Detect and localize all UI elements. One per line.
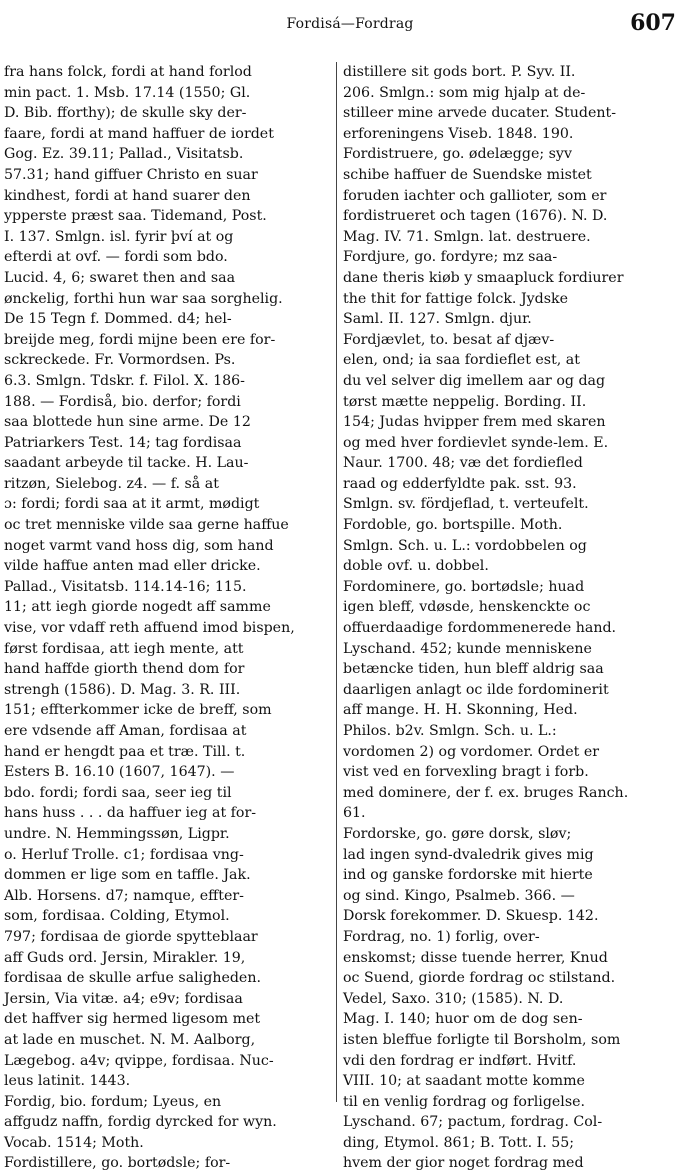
text-line: vilde haffue anten mad eller dricke. xyxy=(4,558,261,575)
text-line: Fordorske, go. gøre dorsk, sløv; xyxy=(343,825,572,842)
text-line: som, fordisaa. Colding, Etymol. xyxy=(4,908,230,925)
left-column xyxy=(4,62,330,1172)
text-line: ding, Etymol. 861; B. Tott. I. 55; xyxy=(343,1134,575,1151)
text-line: Gog. Ez. 39.11; Pallad., Visitatsb. xyxy=(4,146,244,163)
text-line: ind og ganske fordorske mit hierte xyxy=(343,867,593,884)
text-line: Dorsk forekommer. D. Skuesp. 142. xyxy=(343,908,599,925)
text-line: undre. N. Hemmingssøn, Ligpr. xyxy=(4,825,230,842)
text-line: affgudz naffn, fordig dyrcked for wyn. xyxy=(4,1114,277,1131)
text-line: du vel selver dig imellem aar og dag xyxy=(343,372,606,389)
text-line: oc Suend, giorde fordrag oc stilstand. xyxy=(343,970,616,987)
text-line: schibe haffuer de Suendske mistet xyxy=(343,166,592,183)
text-line: Mag. I. 140; huor om de dog sen- xyxy=(343,1011,583,1028)
text-line: Lyschand. 452; kunde menniskene xyxy=(343,640,592,657)
text-line: lad ingen synd-dvaledrik gives mig xyxy=(343,846,594,863)
text-line: I. 137. Smlgn. isl. fyrir því at og xyxy=(4,228,234,245)
text-line: Lægebog. a4v; qvippe, fordisaa. Nuc- xyxy=(4,1052,274,1069)
text-line: Fordominere, go. bortødsle; huad xyxy=(343,578,585,595)
text-line: stilleer mine arvede ducater. Student- xyxy=(343,105,616,122)
text-line: fordistrueret och tagen (1676). N. D. xyxy=(343,208,608,225)
text-line: Philos. b2v. Smlgn. Sch. u. L.: xyxy=(343,723,557,739)
text-line: Fordoble, go. bortspille. Moth. xyxy=(343,517,563,534)
column-divider xyxy=(336,62,337,1102)
text-line: Fordjævlet, to. besat af djæv- xyxy=(343,331,555,348)
text-line: Mag. IV. 71. Smlgn. lat. destruere. xyxy=(343,228,591,245)
text-line: Pallad., Visitatsb. 114.14-16; 115. xyxy=(4,578,247,595)
running-head: Fordisá—Fordrag xyxy=(286,16,414,32)
text-line: sckreckede. Fr. Vormordsen. Ps. xyxy=(4,352,236,369)
text-line: o. Herluf Trolle. c1; fordisaa vng- xyxy=(4,846,244,863)
text-line: erforeningens Viseb. 1848. 190. xyxy=(343,125,574,142)
text-line: strengh (1586). D. Mag. 3. R. III. xyxy=(4,681,241,698)
text-line: hvem der gior noget fordrag med xyxy=(343,1155,584,1172)
text-line: hand haffde giorth thend dom for xyxy=(4,661,245,678)
text-line: ere vdsende aff Aman, fordisaa at xyxy=(4,723,247,739)
text-line: faare, fordi at mand haffuer de iordet xyxy=(4,125,274,142)
text-line: Patriarkers Test. 14; tag fordisaa xyxy=(4,434,242,451)
text-line: Fordig, bio. fordum; Lyeus, en xyxy=(4,1093,222,1110)
text-line: Lyschand. 67; pactum, fordrag. Col- xyxy=(343,1114,603,1131)
text-line: 6.3. Smlgn. Tdskr. f. Filol. X. 186- xyxy=(4,372,245,389)
text-line: Naur. 1700. 48; væ det fordiefled xyxy=(343,455,583,472)
text-line: Jersin, Via vitæ. a4; e9v; fordisaa xyxy=(4,990,243,1007)
text-line: Esters B. 16.10 (1607, 1647). — xyxy=(4,764,235,781)
text-line: ønckelig, forthi hun war saa sorghelig. xyxy=(4,290,283,307)
text-line: foruden iachter och gallioter, som er xyxy=(343,187,607,204)
text-line: 11; att iegh giorde nogedt aff samme xyxy=(4,599,271,616)
text-line: Fordistruere, go. ødelægge; syv xyxy=(343,146,572,163)
text-line: ɔ: fordi; fordi saa at it armt, mødigt xyxy=(4,496,260,513)
text-line: D. Bib. fforthy); de skulle sky der- xyxy=(4,105,247,122)
text-line: enskomst; disse tuende herrer, Knud xyxy=(343,949,608,966)
text-line: Vedel, Saxo. 310; (1585). N. D. xyxy=(343,990,564,1007)
text-line: dane theris kiøb y smaapluck fordiurer xyxy=(343,269,624,286)
text-line: 188. — Fordiså, bio. derfor; fordi xyxy=(4,393,241,410)
text-line: med dominere, der f. ex. bruges Ranch. xyxy=(343,784,629,801)
text-line: kindhest, fordi at hand suarer den xyxy=(4,187,251,204)
text-line: VIII. 10; at saadant motte komme xyxy=(343,1073,585,1090)
text-line: aff Guds ord. Jersin, Mirakler. 19, xyxy=(4,949,246,966)
text-line: 57.31; hand giffuer Christo en suar xyxy=(4,166,258,183)
text-line: Fordistillere, go. bortødsle; for- xyxy=(4,1155,231,1172)
text-line: Fordjure, go. fordyre; mz saa- xyxy=(343,249,558,266)
text-line: tørst mætte neppelig. Bording. II. xyxy=(343,393,587,410)
text-line: vise, vor vdaff reth affuend imod bispen, xyxy=(4,620,295,637)
text-line: vist ved en forvexling bragt i forb. xyxy=(343,764,589,781)
text-line: igen bleff, vdøsde, henskenckte oc xyxy=(343,599,591,616)
text-line: 61. xyxy=(343,805,366,822)
text-line: distillere sit gods bort. P. Syv. II. xyxy=(343,64,576,80)
text-line: dommen er lige som en taffle. Jak. xyxy=(4,867,251,884)
text-line: De 15 Tegn f. Dommed. d4; hel- xyxy=(4,311,232,328)
text-line: breijde meg, fordi mijne been ere for- xyxy=(4,331,276,348)
text-line: raad og edderfyldte pak. sst. 93. xyxy=(343,475,577,492)
text-line: bdo. fordi; fordi saa, seer ieg til xyxy=(4,784,232,801)
text-line: 206. Smlgn.: som mig hjalp at de- xyxy=(343,84,586,101)
text-line: vdi den fordrag er indført. Hvitf. xyxy=(343,1052,577,1069)
text-line: saadant arbeyde til tacke. H. Lau- xyxy=(4,455,249,472)
text-line: the thit for fattige folck. Jydske xyxy=(343,290,569,307)
text-line: Alb. Horsens. d7; namque, effter- xyxy=(4,887,244,904)
text-line: vordomen 2) og vordomer. Ordet er xyxy=(343,743,599,760)
text-line: doble ovf. u. dobbel. xyxy=(343,558,489,575)
text-line: isten bleffue forligte til Borsholm, som xyxy=(343,1031,621,1048)
text-line: min pact. 1. Msb. 17.14 (1550; Gl. xyxy=(4,84,251,101)
text-line: elen, ond; ia saa fordieflet est, at xyxy=(343,352,580,369)
page-number: 607 xyxy=(630,10,676,36)
text-line: til en venlig fordrag og forligelse. xyxy=(343,1093,586,1110)
text-line: fordisaa de skulle arfue saligheden. xyxy=(4,970,261,987)
page-header xyxy=(0,8,700,44)
text-line: aff mange. H. H. Skonning, Hed. xyxy=(343,702,578,719)
text-line: 154; Judas hvipper frem med skaren xyxy=(343,414,606,431)
text-line: det haffver sig hermed ligesom met xyxy=(4,1011,261,1028)
text-line: oc tret menniske vilde saa gerne haffue xyxy=(4,517,289,534)
text-line: Lucid. 4, 6; swaret then and saa xyxy=(4,269,236,286)
text-line: ritzøn, Sielebog. z4. — f. så at xyxy=(4,475,219,492)
text-line: ypperste præst saa. Tidemand, Post. xyxy=(4,208,267,225)
text-line: efterdi at ovf. — fordi som bdo. xyxy=(4,249,228,266)
text-line: først fordisaa, att iegh mente, att xyxy=(4,640,244,657)
text-line: offuerdaadige fordommenerede hand. xyxy=(343,620,617,637)
text-line: daarligen anlagt oc ilde fordominerit xyxy=(343,681,609,698)
text-line: fra hans folck, fordi at hand forlod xyxy=(4,64,252,80)
text-line: og sind. Kingo, Psalmeb. 366. — xyxy=(343,887,575,904)
text-line: betæncke tiden, hun bleff aldrig saa xyxy=(343,661,604,678)
text-line: 797; fordisaa de giorde spytteblaar xyxy=(4,928,258,945)
text-line: Smlgn. Sch. u. L.: vordobbelen og xyxy=(343,537,587,554)
text-line: og med hver fordievlet synde-lem. E. xyxy=(343,434,609,451)
text-line: saa blottede hun sine arme. De 12 xyxy=(4,414,251,431)
text-line: Fordrag, no. 1) forlig, over- xyxy=(343,928,540,945)
text-line: 151; effterkommer icke de breff, som xyxy=(4,702,272,719)
text-line: hans huss . . . da haffuer ieg at for- xyxy=(4,805,257,822)
right-column xyxy=(343,62,686,1172)
text-line: Vocab. 1514; Moth. xyxy=(4,1134,144,1151)
text-line: Saml. II. 127. Smlgn. djur. xyxy=(343,311,532,328)
text-line: at lade en muschet. N. M. Aalborg, xyxy=(4,1031,256,1048)
text-line: hand er hengdt paa et træ. Till. t. xyxy=(4,743,246,760)
text-line: noget varmt vand hoss dig, som hand xyxy=(4,537,274,554)
text-line: Smlgn. sv. fördjeflad, t. verteufelt. xyxy=(343,496,589,513)
text-line: leus latinit. 1443. xyxy=(4,1073,131,1090)
